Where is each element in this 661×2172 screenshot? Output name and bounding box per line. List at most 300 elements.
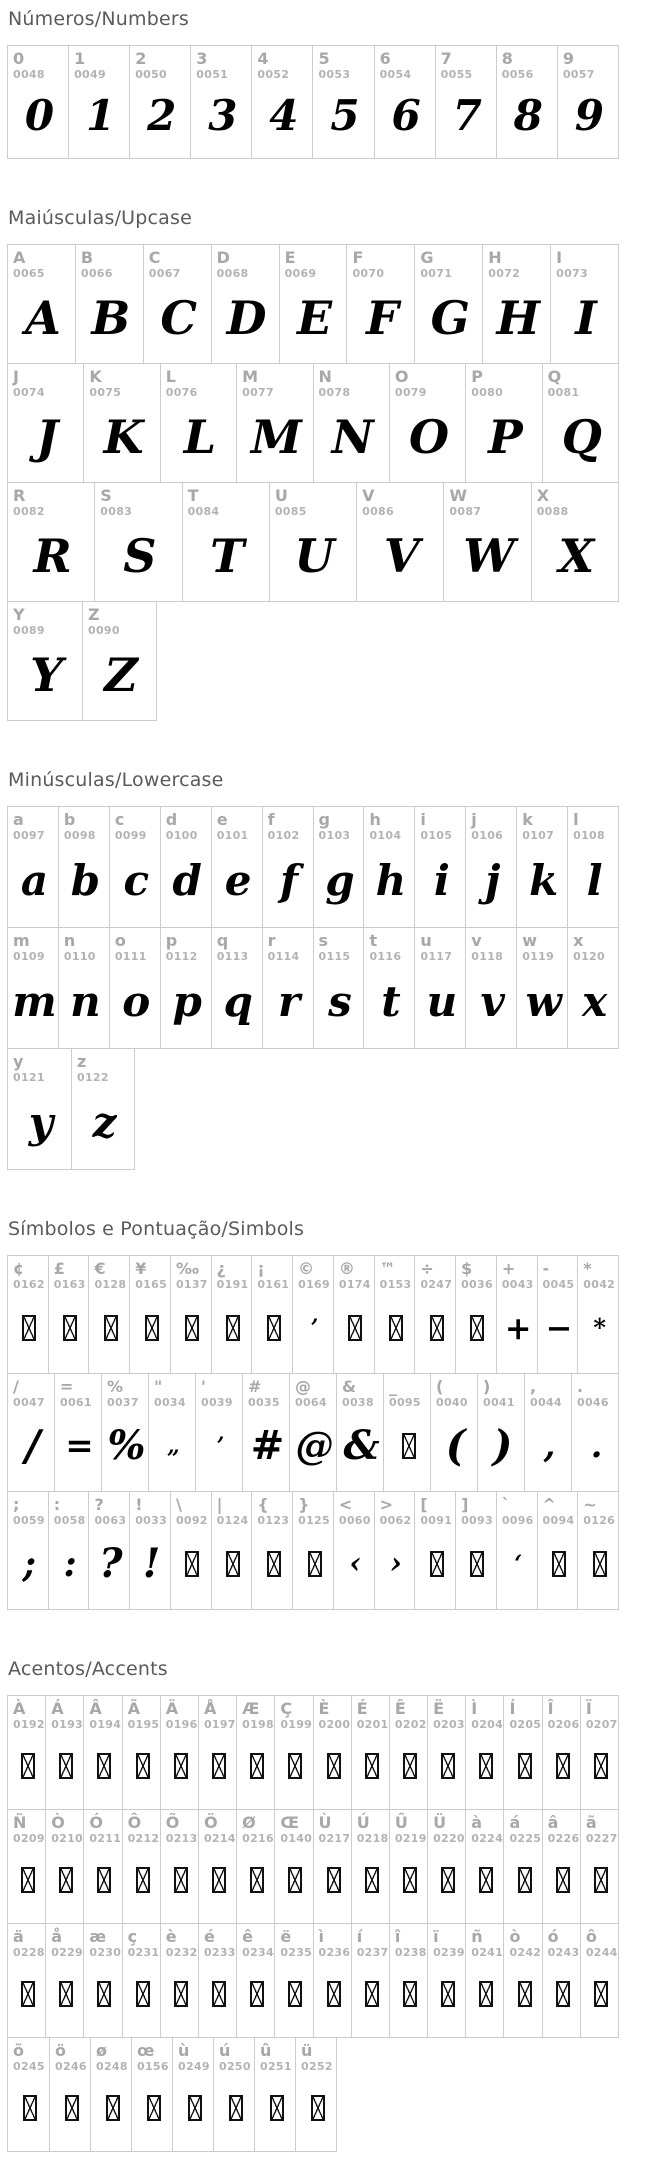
glyph-cell-0073 xyxy=(550,245,618,363)
missing-glyph-box-icon xyxy=(136,1753,150,1779)
cell-unicode-code: 0090 xyxy=(88,624,120,637)
glyph-cell-0115 xyxy=(313,928,364,1048)
cell-unicode-code: 0207 xyxy=(585,1718,618,1731)
glyph-cell-0066 xyxy=(75,245,143,363)
missing-glyph xyxy=(280,1845,310,1919)
glyph-preview: ‘ xyxy=(514,1551,523,1577)
missing-glyph-box-icon xyxy=(106,2095,120,2121)
cell-character-label: B xyxy=(80,248,94,267)
cell-character-label: r xyxy=(267,931,276,950)
glyph-preview: 4 xyxy=(269,90,299,140)
glyph-preview: O xyxy=(409,409,450,464)
cell-character-label: _ xyxy=(389,1377,397,1396)
cell-character-label: Ã xyxy=(127,1699,140,1718)
cell-character-label: á xyxy=(509,1813,521,1832)
glyph-cell-0101 xyxy=(211,807,262,927)
cell-character-label: Ó xyxy=(89,1813,103,1832)
glyph-cell-0091 xyxy=(414,1492,455,1609)
missing-glyph-box-icon xyxy=(250,1981,264,2007)
cell-unicode-code: 0081 xyxy=(547,386,580,399)
glyph-cell-0194 xyxy=(83,1696,121,1809)
cell-character-label: \ xyxy=(175,1495,182,1514)
glyph-preview: › xyxy=(389,1546,402,1581)
cell-unicode-code: 0194 xyxy=(89,1718,122,1731)
glyph-preview: i xyxy=(433,855,450,905)
cell-character-label: œ xyxy=(137,2041,155,2060)
glyph-preview: g xyxy=(325,855,355,905)
cell-unicode-code: 0244 xyxy=(585,1946,618,1959)
missing-glyph xyxy=(137,2073,170,2147)
cell-unicode-code: 0055 xyxy=(440,68,473,81)
cell-unicode-code: 0048 xyxy=(13,68,45,81)
cell-character-label: ä xyxy=(13,1927,24,1946)
glyph-cell-0244 xyxy=(580,1924,618,2037)
section-title-uppercase: Maiúsculas/Upcase xyxy=(8,207,193,229)
cell-character-label: ü xyxy=(301,2041,313,2060)
glyph-cell-0055 xyxy=(435,46,496,158)
cell-unicode-code: 0197 xyxy=(203,1718,236,1731)
cell-unicode-code: 0218 xyxy=(356,1832,389,1845)
missing-glyph xyxy=(395,1845,425,1919)
glyph-cell-0116 xyxy=(363,928,414,1048)
glyph-cell-0247 xyxy=(414,1256,455,1373)
glyph-preview: & xyxy=(343,1422,380,1469)
glyph-preview: G xyxy=(430,290,470,345)
missing-glyph-box-icon xyxy=(556,1867,570,1893)
glyph-preview: F xyxy=(366,290,399,345)
glyph-cell-0241 xyxy=(465,1924,503,2037)
cell-character-label: ú xyxy=(219,2041,231,2060)
cell-character-label: À xyxy=(13,1699,26,1718)
glyph-preview: % xyxy=(107,1422,146,1469)
missing-glyph xyxy=(319,1959,349,2033)
cell-unicode-code: 0091 xyxy=(420,1514,453,1527)
cell-character-label: $ xyxy=(461,1259,473,1278)
cell-unicode-code: 0210 xyxy=(51,1832,84,1845)
cell-character-label: Z xyxy=(88,605,100,624)
glyph-cell-0230 xyxy=(83,1924,121,2037)
cell-character-label: O xyxy=(394,367,409,386)
cell-unicode-code: 0059 xyxy=(13,1514,45,1527)
glyph-cell-0163 xyxy=(48,1256,89,1373)
cell-unicode-code: 0191 xyxy=(216,1278,249,1291)
missing-glyph xyxy=(583,1527,616,1605)
cell-unicode-code: 0231 xyxy=(127,1946,160,1959)
glyph-preview: M xyxy=(250,409,302,464)
cell-unicode-code: 0214 xyxy=(203,1832,236,1845)
cell-unicode-code: 0101 xyxy=(216,829,249,842)
cell-character-label: E xyxy=(284,248,296,267)
cell-unicode-code: 0238 xyxy=(394,1946,427,1959)
glyph-cell-0213 xyxy=(160,1810,198,1923)
cell-unicode-code: 0237 xyxy=(356,1946,389,1959)
glyph-cell-0067 xyxy=(143,245,211,363)
cell-character-label: C xyxy=(148,248,161,267)
cell-character-label: ) xyxy=(483,1377,491,1396)
cell-unicode-code: 0066 xyxy=(80,267,113,280)
glyph-preview: y xyxy=(28,1097,54,1147)
cell-unicode-code: 0106 xyxy=(471,829,504,842)
glyph-preview: 5 xyxy=(330,90,360,140)
missing-glyph xyxy=(420,1291,453,1369)
cell-character-label: j xyxy=(471,810,477,829)
glyph-cell-0033 xyxy=(129,1492,170,1609)
glyph-cell-0081 xyxy=(542,364,618,482)
cell-unicode-code: 0067 xyxy=(148,267,181,280)
missing-glyph-box-icon xyxy=(23,2095,37,2121)
glyph-cell-0162 xyxy=(8,1256,48,1373)
cell-character-label: L xyxy=(165,367,176,386)
cell-character-label: ¿ xyxy=(216,1259,226,1278)
cell-character-label: ò xyxy=(509,1927,521,1946)
cell-character-label: o xyxy=(114,931,126,950)
glyph-preview: * xyxy=(593,1313,606,1342)
cell-unicode-code: 0063 xyxy=(94,1514,127,1527)
glyph-cell-0123 xyxy=(251,1492,292,1609)
missing-glyph-box-icon xyxy=(174,1867,188,1893)
cell-character-label: 1 xyxy=(74,49,86,68)
cell-character-label: Ï xyxy=(585,1699,592,1718)
section-title-numbers: Números/Numbers xyxy=(8,8,189,30)
glyph-cell-0041 xyxy=(477,1374,524,1491)
missing-glyph-box-icon xyxy=(288,1867,302,1893)
cell-character-label: à xyxy=(471,1813,483,1832)
cell-unicode-code: 0246 xyxy=(55,2060,87,2073)
glyph-row xyxy=(7,1491,619,1610)
missing-glyph xyxy=(461,1527,494,1605)
missing-glyph xyxy=(395,1731,425,1805)
missing-glyph xyxy=(319,1731,349,1805)
glyph-preview: B xyxy=(91,290,131,345)
glyph-cell-0217 xyxy=(313,1810,351,1923)
cell-character-label: M xyxy=(242,367,259,386)
missing-glyph-box-icon xyxy=(250,1753,264,1779)
glyph-cell-0063 xyxy=(88,1492,129,1609)
glyph-row xyxy=(7,45,619,159)
cell-unicode-code: 0100 xyxy=(165,829,198,842)
cell-unicode-code: 0163 xyxy=(53,1278,86,1291)
glyph-preview: ( xyxy=(445,1421,466,1470)
missing-glyph-box-icon xyxy=(327,1867,341,1893)
cell-unicode-code: 0049 xyxy=(74,68,106,81)
glyph-cell-0072 xyxy=(482,245,550,363)
missing-glyph-box-icon xyxy=(22,1315,36,1341)
missing-glyph-box-icon xyxy=(97,1753,111,1779)
cell-character-label: ] xyxy=(461,1495,469,1514)
cell-unicode-code: 0220 xyxy=(433,1832,465,1845)
glyph-preview: W xyxy=(463,528,515,583)
cell-character-label: Â xyxy=(89,1699,102,1718)
glyph-cell-0102 xyxy=(262,807,313,927)
cell-character-label: / xyxy=(13,1377,19,1396)
glyph-row xyxy=(7,482,619,602)
glyph-preview: x xyxy=(582,976,608,1026)
cell-unicode-code: 0052 xyxy=(257,68,290,81)
cell-unicode-code: 0061 xyxy=(60,1396,92,1409)
glyph-cell-0050 xyxy=(129,46,190,158)
missing-glyph-box-icon xyxy=(594,1753,608,1779)
glyph-cell-0090 xyxy=(82,602,156,720)
missing-glyph-box-icon xyxy=(430,1315,444,1341)
cell-unicode-code: 0239 xyxy=(433,1946,465,1959)
glyph-preview: ) xyxy=(492,1421,513,1470)
glyph-cell-0036 xyxy=(455,1256,496,1373)
glyph-cell-0161 xyxy=(251,1256,292,1373)
missing-glyph xyxy=(420,1527,453,1605)
glyph-cell-0245 xyxy=(8,2038,49,2151)
cell-character-label: I xyxy=(556,248,563,267)
glyph-preview: : xyxy=(63,1543,77,1585)
cell-character-label: û xyxy=(260,2041,272,2060)
missing-glyph-box-icon xyxy=(212,1981,226,2007)
glyph-cell-0226 xyxy=(542,1810,580,1923)
cell-unicode-code: 0105 xyxy=(420,829,453,842)
cell-unicode-code: 0079 xyxy=(394,386,427,399)
cell-character-label: ! xyxy=(135,1495,143,1514)
cell-character-label: V xyxy=(362,486,375,505)
glyph-cell-0048 xyxy=(8,46,68,158)
cell-character-label: ? xyxy=(94,1495,104,1514)
cell-unicode-code: 0080 xyxy=(471,386,504,399)
cell-character-label: ¡ xyxy=(257,1259,265,1278)
missing-glyph-box-icon xyxy=(556,1981,570,2007)
cell-unicode-code: 0140 xyxy=(280,1832,313,1845)
glyph-cell-0080 xyxy=(465,364,541,482)
glyph-table-uppercase xyxy=(7,244,619,721)
missing-glyph-box-icon xyxy=(470,1315,484,1341)
missing-glyph xyxy=(319,1845,349,1919)
glyph-preview: t xyxy=(381,976,401,1026)
glyph-cell-0214 xyxy=(198,1810,236,1923)
missing-glyph xyxy=(176,1527,209,1605)
glyph-preview: 6 xyxy=(391,90,421,140)
cell-unicode-code: 0203 xyxy=(433,1718,465,1731)
missing-glyph xyxy=(55,2073,88,2147)
cell-character-label: ö xyxy=(55,2041,66,2060)
cell-character-label: = xyxy=(60,1377,74,1396)
glyph-preview: X xyxy=(558,528,595,583)
glyph-cell-0107 xyxy=(516,807,567,927)
cell-unicode-code: 0250 xyxy=(219,2060,251,2073)
glyph-cell-0156 xyxy=(131,2038,172,2151)
missing-glyph-box-icon xyxy=(65,2095,79,2121)
cell-character-label: Ø xyxy=(242,1813,256,1832)
cell-unicode-code: 0125 xyxy=(298,1514,330,1527)
missing-glyph-box-icon xyxy=(212,1753,226,1779)
glyph-cell-0071 xyxy=(414,245,482,363)
cell-character-label: m xyxy=(13,931,30,950)
glyph-preview: a xyxy=(20,855,49,905)
cell-character-label: h xyxy=(369,810,381,829)
cell-character-label: 9 xyxy=(562,49,574,68)
glyph-row xyxy=(7,1923,619,2038)
cell-character-label: ` xyxy=(501,1495,510,1514)
cell-unicode-code: 0058 xyxy=(53,1514,86,1527)
glyph-cell-0212 xyxy=(122,1810,160,1923)
glyph-preview: p xyxy=(172,976,202,1026)
glyph-cell-0105 xyxy=(414,807,465,927)
glyph-cell-0106 xyxy=(465,807,516,927)
missing-glyph-box-icon xyxy=(403,1981,417,2007)
glyph-cell-0210 xyxy=(45,1810,83,1923)
cell-unicode-code: 0204 xyxy=(471,1718,504,1731)
cell-unicode-code: 0042 xyxy=(583,1278,616,1291)
glyph-cell-0153 xyxy=(374,1256,415,1373)
glyph-preview: + xyxy=(504,1309,532,1347)
section-symbols xyxy=(7,1218,619,1610)
cell-unicode-code: 0252 xyxy=(301,2060,333,2073)
missing-glyph xyxy=(357,1731,387,1805)
glyph-table-symbols xyxy=(7,1255,619,1610)
cell-unicode-code: 0050 xyxy=(135,68,168,81)
glyph-cell-0246 xyxy=(49,2038,90,2151)
cell-character-label: H xyxy=(488,248,502,267)
missing-glyph-box-icon xyxy=(229,2095,243,2121)
cell-unicode-code: 0110 xyxy=(63,950,96,963)
glyph-cell-0044 xyxy=(524,1374,571,1491)
cell-character-label: S xyxy=(100,486,112,505)
glyph-cell-0064 xyxy=(289,1374,336,1491)
missing-glyph xyxy=(280,1731,310,1805)
cell-unicode-code: 0036 xyxy=(461,1278,493,1291)
glyph-preview: ’ xyxy=(310,1315,319,1341)
cell-character-label: Õ xyxy=(165,1813,180,1832)
glyph-preview: ! xyxy=(142,1540,161,1587)
missing-glyph-box-icon xyxy=(63,1315,77,1341)
glyph-cell-0199 xyxy=(274,1696,312,1809)
missing-glyph-box-icon xyxy=(556,1753,570,1779)
glyph-cell-0086 xyxy=(356,483,443,601)
cell-character-label: € xyxy=(94,1259,106,1278)
glyph-preview: C xyxy=(160,290,198,345)
cell-unicode-code: 0075 xyxy=(89,386,122,399)
missing-glyph-box-icon xyxy=(97,1867,111,1893)
glyph-cell-0227 xyxy=(580,1810,618,1923)
cell-unicode-code: 0162 xyxy=(13,1278,45,1291)
cell-unicode-code: 0047 xyxy=(13,1396,45,1409)
cell-character-label: * xyxy=(583,1259,592,1278)
cell-character-label: n xyxy=(63,931,76,950)
glyph-cell-0108 xyxy=(567,807,618,927)
cell-character-label: â xyxy=(547,1813,559,1832)
cell-unicode-code: 0083 xyxy=(100,505,133,518)
cell-unicode-code: 0085 xyxy=(274,505,307,518)
glyph-cell-0234 xyxy=(236,1924,274,2037)
glyph-cell-0068 xyxy=(211,245,279,363)
missing-glyph xyxy=(389,1409,428,1487)
cell-unicode-code: 0226 xyxy=(547,1832,580,1845)
missing-glyph-box-icon xyxy=(311,2095,325,2121)
cell-unicode-code: 0128 xyxy=(94,1278,127,1291)
glyph-cell-0077 xyxy=(236,364,312,482)
section-accents xyxy=(7,1658,619,2152)
cell-unicode-code: 0102 xyxy=(267,829,300,842)
glyph-cell-0070 xyxy=(346,245,414,363)
glyph-cell-0192 xyxy=(8,1696,45,1809)
missing-glyph xyxy=(280,1959,310,2033)
missing-glyph xyxy=(509,1959,539,2033)
glyph-cell-0038 xyxy=(336,1374,383,1491)
missing-glyph xyxy=(471,1845,501,1919)
cell-unicode-code: 0068 xyxy=(216,267,249,280)
glyph-cell-0103 xyxy=(313,807,364,927)
glyph-cell-0205 xyxy=(503,1696,541,1809)
cell-unicode-code: 0056 xyxy=(501,68,534,81)
missing-glyph-box-icon xyxy=(185,1551,199,1577)
missing-glyph xyxy=(548,1845,578,1919)
missing-glyph-box-icon xyxy=(226,1551,240,1577)
cell-character-label: t xyxy=(369,931,378,950)
missing-glyph-box-icon xyxy=(136,1981,150,2007)
cell-character-label: 7 xyxy=(440,49,452,68)
cell-unicode-code: 0169 xyxy=(298,1278,330,1291)
missing-glyph-box-icon xyxy=(174,1981,188,2007)
cell-unicode-code: 0118 xyxy=(471,950,504,963)
cell-character-label: ø xyxy=(96,2041,107,2060)
cell-character-label: ù xyxy=(178,2041,190,2060)
missing-glyph xyxy=(96,2073,129,2147)
cell-unicode-code: 0051 xyxy=(196,68,229,81)
cell-unicode-code: 0113 xyxy=(216,950,249,963)
cell-character-label: É xyxy=(356,1699,368,1718)
cell-character-label: Q xyxy=(547,367,562,386)
missing-glyph-box-icon xyxy=(145,1315,159,1341)
cell-character-label: N xyxy=(318,367,332,386)
glyph-cell-0095 xyxy=(383,1374,430,1491)
glyph-cell-0059 xyxy=(8,1492,48,1609)
cell-character-label: ¥ xyxy=(135,1259,147,1278)
cell-character-label: ^ xyxy=(542,1495,556,1514)
missing-glyph xyxy=(242,1845,272,1919)
cell-character-label: Ô xyxy=(127,1813,142,1832)
cell-character-label: 8 xyxy=(501,49,513,68)
missing-glyph xyxy=(13,1959,43,2033)
glyph-cell-0053 xyxy=(312,46,373,158)
missing-glyph xyxy=(217,1527,250,1605)
cell-unicode-code: 0072 xyxy=(488,267,521,280)
cell-character-label: Î xyxy=(547,1699,554,1718)
missing-glyph xyxy=(301,2073,334,2147)
cell-character-label: ; xyxy=(13,1495,20,1514)
glyph-preview: R xyxy=(33,528,72,583)
cell-unicode-code: 0041 xyxy=(483,1396,515,1409)
cell-character-label: ~ xyxy=(583,1495,597,1514)
cell-character-label: ' xyxy=(201,1377,206,1396)
glyph-cell-0083 xyxy=(94,483,181,601)
cell-character-label: Û xyxy=(394,1813,408,1832)
cell-character-label: Ê xyxy=(394,1699,406,1718)
cell-unicode-code: 0213 xyxy=(165,1832,198,1845)
cell-character-label: ô xyxy=(585,1927,597,1946)
glyph-preview: s xyxy=(328,976,352,1026)
glyph-cell-0233 xyxy=(198,1924,236,2037)
cell-unicode-code: 0104 xyxy=(369,829,402,842)
glyph-cell-0174 xyxy=(333,1256,374,1373)
missing-glyph xyxy=(51,1731,81,1805)
cell-character-label: l xyxy=(573,810,579,829)
cell-unicode-code: 0209 xyxy=(13,1832,45,1845)
glyph-cell-0087 xyxy=(443,483,530,601)
missing-glyph-box-icon xyxy=(185,1315,199,1341)
glyph-cell-0057 xyxy=(557,46,618,158)
glyph-preview: u xyxy=(426,976,458,1026)
missing-glyph xyxy=(128,1845,158,1919)
cell-character-label: W xyxy=(449,486,468,505)
cell-unicode-code: 0043 xyxy=(501,1278,534,1291)
cell-character-label: T xyxy=(187,486,199,505)
missing-glyph-box-icon xyxy=(174,1753,188,1779)
glyph-preview: j xyxy=(485,855,501,905)
